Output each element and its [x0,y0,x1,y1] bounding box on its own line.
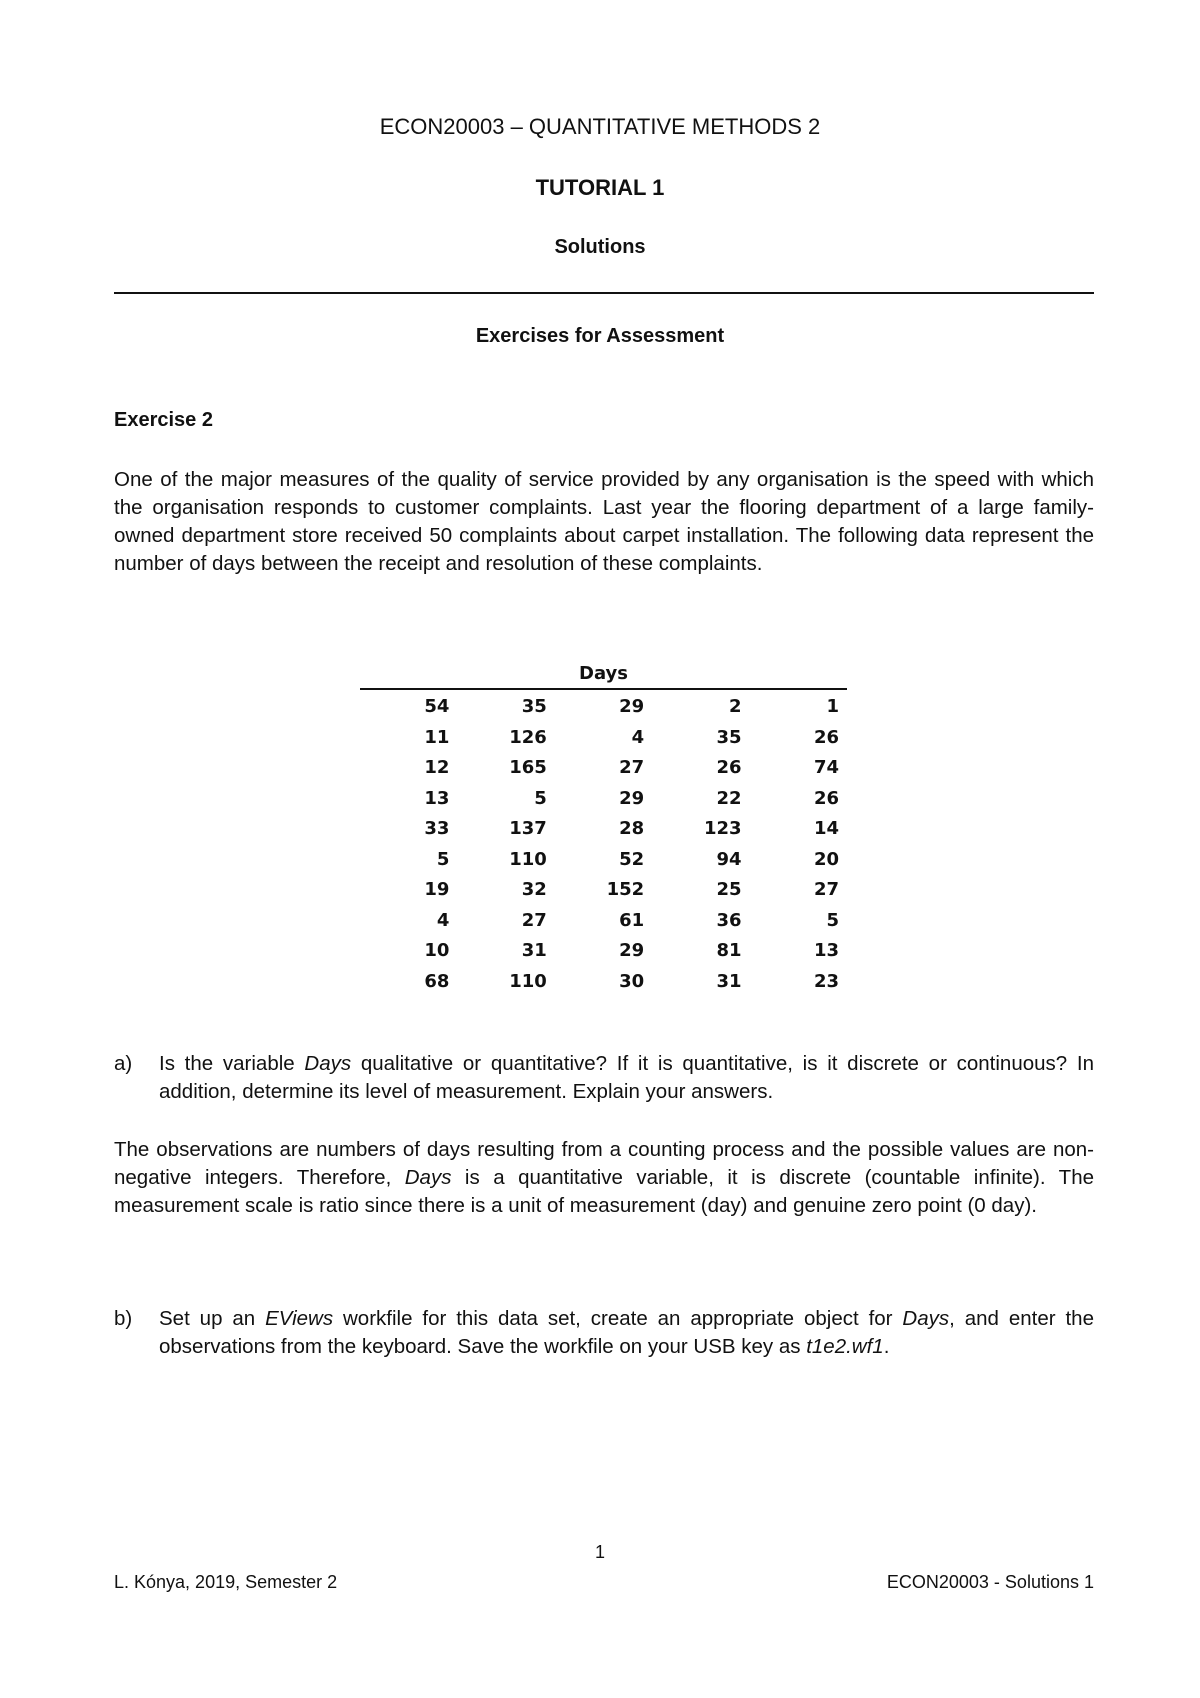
table-cell: 54 [424,696,450,717]
table-cell: 27 [521,909,547,931]
table-cell: 52 [619,848,645,870]
table-cell: 28 [619,818,645,839]
table-cell: 61 [619,909,645,931]
table-row [360,906,847,937]
table-cell: 152 [606,879,645,900]
table-cell: 4 [436,909,450,931]
question-b-text-part: . [883,1335,890,1358]
exercise-intro: One of the major measures of the quality of service provided by any organisation is the speed with which the organisation responds to customer complaints. Last year the flooring department of a large family-owned department store received 50 complaints about carpet installation. The following data represent the number of days between the receipt and resolution of these complaints. [114,468,1094,575]
table-cell: 137 [509,818,547,839]
tutorial-title: TUTORIAL 1 [535,175,665,200]
table-cell: 27 [813,879,839,900]
table-cell: 2 [729,696,742,717]
answer-a-variable: Days [404,1166,452,1189]
table-cell: 1 [826,696,839,717]
question-b-text-part: workfile for this data set, create an appropriate object for [333,1307,903,1330]
table-cell: 35 [521,696,547,717]
table-cell: 126 [509,726,547,748]
table-cell: 20 [813,848,839,870]
exercise-heading: Exercise 2 [114,409,213,431]
answer-a-text-part: is a quantitative variable, it is discrete (countable infinite). The measurement scale is ratio since there is a unit of measurement (day) and genuine zero point (0 day). [114,1166,1094,1217]
table-cell: 32 [521,879,547,900]
question-a-text-part: qualitative or quantitative? If it is quantitative, is it discrete or continuous? In addition, determine its level of measurement. Explain your answers. [159,1052,1094,1103]
question-b-label: b) [114,1307,133,1330]
document-subtitle: Solutions [554,236,646,258]
footer-author: L. Kónya, 2019, Semester 2 [114,1572,338,1592]
table-cell: 10 [424,940,450,961]
table-cell: 165 [509,757,547,778]
table-cell: 29 [619,787,645,809]
footer-doc-id: ECON20003 - Solutions 1 [886,1572,1094,1592]
course-title: ECON20003 – QUANTITATIVE METHODS 2 [379,114,821,139]
table-row [360,723,847,754]
table-cell: 94 [716,848,742,870]
table-cell: 14 [813,818,839,839]
table-cell: 5 [436,848,450,870]
table-row [360,967,847,998]
table-row [360,784,847,815]
table-cell: 110 [509,848,547,870]
question-b-text-part: Set up an [159,1307,266,1330]
table-cell: 25 [716,879,742,900]
table-cell: 29 [619,940,645,961]
table-row [360,814,847,845]
table-cell: 26 [813,726,839,748]
question-b-filename: t1e2.wf1 [806,1335,884,1358]
horizontal-divider [114,292,1094,294]
table-cell: 123 [703,818,742,839]
question-a-label: a) [114,1052,133,1075]
table-cell: 31 [716,970,742,992]
answer-a [114,1136,1094,1220]
question-b-software: EViews [265,1307,334,1330]
question-b [114,1305,1094,1361]
question-b-text-part: , and enter the observations from the keyboard. Save the workfile on your USB key as [159,1307,1094,1358]
table-cell: 35 [716,726,742,748]
question-b-text [159,1305,1094,1361]
question-a-text [159,1050,1094,1106]
table-row [360,753,847,784]
table-cell: 5 [534,787,547,809]
table-cell: 74 [813,757,839,778]
table-cell: 110 [509,970,547,992]
table-cell: 19 [424,879,450,900]
table-cell: 26 [716,757,742,778]
section-title: Exercises for Assessment [475,325,725,347]
question-b-variable: Days [902,1307,950,1330]
question-a-variable: Days [304,1052,352,1075]
table-cell: 30 [619,970,645,992]
table-cell: 4 [631,726,645,748]
table-cell: 29 [619,696,645,717]
question-a [114,1050,1094,1106]
table-cell: 26 [813,787,839,809]
table-cell: 27 [619,757,645,778]
table-cell: 13 [424,787,450,809]
table-cell: 13 [813,940,839,961]
table-cell: 11 [424,726,450,748]
page-number: 1 [594,1542,605,1562]
table-cell: 36 [716,909,742,931]
table-cell: 12 [424,757,450,778]
table-cell: 22 [716,787,742,809]
table-cell: 23 [813,970,839,992]
table-cell: 33 [424,818,450,839]
table-cell: 68 [424,970,450,992]
days-table-body [360,692,847,997]
table-row [360,936,847,967]
table-row [360,875,847,906]
table-cell: 31 [521,940,547,961]
table-row [360,845,847,876]
table-cell: 5 [826,909,839,931]
answer-a-text-part: The observations are numbers of days resulting from a counting process and the possible values are non-negative integers. Therefore, [114,1138,1094,1189]
table-row [360,692,847,723]
days-data-table [360,660,847,997]
question-a-text-part: Is the variable [159,1052,305,1075]
table-cell: 81 [716,940,742,961]
table-header-days: Days [360,660,847,690]
